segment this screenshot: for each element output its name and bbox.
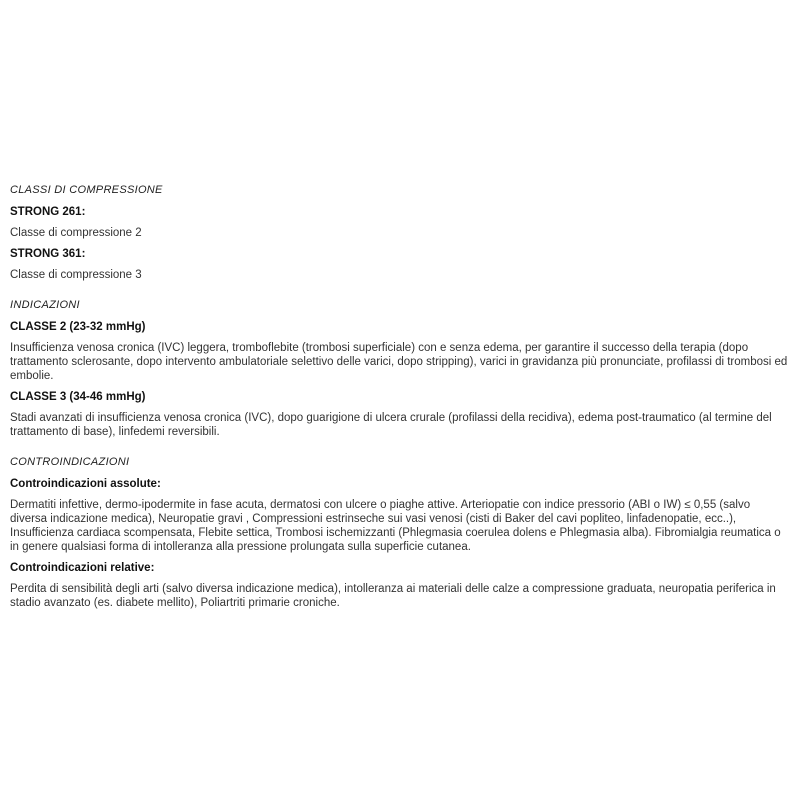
heading-controindicazioni: CONTROINDICAZIONI xyxy=(10,456,130,468)
heading-classi-di-compressione: CLASSI DI COMPRESSIONE xyxy=(10,184,163,196)
paragraph-controindicazioni-assolute: Dermatiti infettive, dermo-ipodermite in fase acuta, dermatosi con ulcere o piaghe attive. Arteriopatie con indice pressorio (ABI o IW) ≤ 0,55 (salvo diversa indicazione medica), Neuropatie gravi , Compressioni estrinseche sui vasi venosi (cisti di Baker del cavi popliteo, linfadenopatie, ecc..), Insufficienza cardiaca scompensata, Flebite settica, Trombosi ischemizzanti (Phlegmasia coerulea dolens e Phlegmasia alba). Fibromialgia reumatica o in genere qualsiasi forma di intolleranza alla pressione prolungata sulla superficie cutanea. xyxy=(10,499,781,553)
label-classe-3: CLASSE 3 (34-46 mmHg) xyxy=(10,391,146,403)
value-strong-361-class: Classe di compressione 3 xyxy=(10,269,142,281)
label-classe-2: CLASSE 2 (23-32 mmHg) xyxy=(10,321,146,333)
section-compression-classes xyxy=(10,183,790,282)
value-strong-261-class: Classe di compressione 2 xyxy=(10,227,142,239)
label-controindicazioni-relative: Controindicazioni relative: xyxy=(10,562,155,574)
label-controindicazioni-assolute: Controindicazioni assolute: xyxy=(10,478,161,490)
label-strong-261: STRONG 261: xyxy=(10,206,86,218)
section-indications xyxy=(10,298,790,439)
paragraph-controindicazioni-relative: Perdita di sensibilità degli arti (salvo diversa indicazione medica), intolleranza ai materiali delle calze a compressione graduata, neuropatia periferica in stadio avanzato (es. diabete mellito), Poliartriti primarie croniche. xyxy=(10,583,776,609)
section-contraindications xyxy=(10,455,790,610)
paragraph-classe-3: Stadi avanzati di insufficienza venosa cronica (IVC), dopo guarigione di ulcera crurale (profilassi della recidiva), edema post-traumatico (al termine del trattamento di base), linfedemi reversibili. xyxy=(10,412,772,438)
paragraph-classe-2: Insufficienza venosa cronica (IVC) leggera, tromboflebite (trombosi superficiale) con e senza edema, per garantire il successo della terapia (dopo trattamento sclerosante, dopo intervento ambulatoriale selettivo delle varici, dopo stripping), varici in gravidanza più pronunciate, profilassi di trombosi ed embolie. xyxy=(10,342,788,382)
heading-indicazioni: INDICAZIONI xyxy=(10,299,80,311)
label-strong-361: STRONG 361: xyxy=(10,248,86,260)
